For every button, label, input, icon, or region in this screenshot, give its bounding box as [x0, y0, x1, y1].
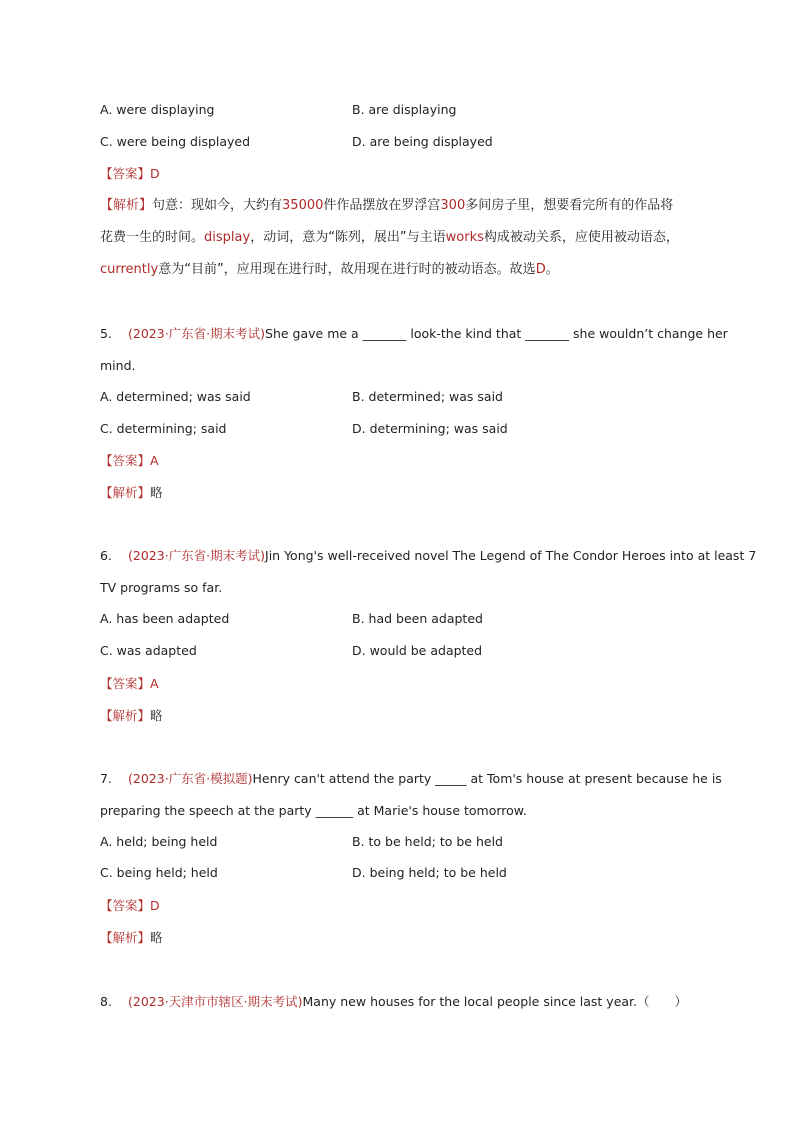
q7-stem-line-1	[100, 770, 722, 788]
q7-answer-line	[100, 897, 160, 915]
question-source: (2023·广东省·期末考试)	[128, 326, 266, 341]
q6-option-c: C. was adapted	[100, 643, 197, 658]
q5-option-b: B. determined; was said	[352, 389, 503, 404]
q7-option-a: A. held; being held	[100, 834, 218, 849]
q5-stem-line-1	[100, 325, 728, 343]
q6-analysis-line	[100, 707, 163, 725]
q5-stem-line-2: mind.	[100, 358, 136, 373]
analysis-text: 句意：现如今，大约有	[152, 198, 283, 213]
analysis-highlight: currently	[100, 262, 159, 277]
analysis-text: 花费一生的时间。	[100, 230, 205, 245]
q6-option-d: D. would be adapted	[352, 643, 483, 658]
answer-value: D	[150, 166, 160, 181]
analysis-tag: 【解析】	[100, 485, 151, 500]
q4-analysis-line-3	[100, 261, 559, 279]
analysis-text: 略	[150, 708, 163, 723]
q6-option-a: A. has been adapted	[100, 611, 230, 626]
q6-option-b: B. had been adapted	[352, 611, 483, 626]
question-source: (2023·广东省·期末考试)	[128, 548, 266, 563]
question-number: 8.	[100, 994, 112, 1009]
q6-stem-line-2: TV programs so far.	[100, 580, 223, 595]
answer-value: D	[150, 898, 160, 913]
question-number: 6.	[100, 548, 112, 563]
analysis-highlight: 300	[440, 198, 466, 213]
analysis-highlight: D	[535, 262, 546, 277]
answer-tag: 【答案】	[100, 166, 151, 181]
answer-tag: 【答案】	[100, 453, 151, 468]
question-stem: She gave me a _______ look-the kind that _______ she wouldn’t change her	[265, 326, 728, 341]
analysis-text: 构成被动关系，应使用被动语态，	[483, 230, 679, 245]
q6-answer-line	[100, 675, 159, 693]
analysis-highlight: display	[204, 230, 251, 245]
answer-tag: 【答案】	[100, 676, 151, 691]
q7-option-c: C. being held; held	[100, 865, 218, 880]
q4-analysis-line-2	[100, 229, 679, 247]
q4-option-b: B. are displaying	[352, 102, 457, 117]
question-source: (2023·广东省·模拟题)	[128, 771, 253, 786]
q4-answer-line	[100, 165, 160, 183]
analysis-tag: 【解析】	[100, 930, 151, 945]
q7-option-b: B. to be held; to be held	[352, 834, 503, 849]
question-number: 7.	[100, 771, 112, 786]
analysis-tag: 【解析】	[100, 708, 151, 723]
analysis-tag: 【解析】	[100, 198, 153, 213]
q4-option-a: A. were displaying	[100, 102, 215, 117]
analysis-text: ，动词，意为“陈列，展出”与主语	[250, 230, 446, 245]
analysis-highlight: 35000	[282, 198, 324, 213]
answer-value: A	[150, 453, 159, 468]
q4-analysis-line-1	[100, 197, 673, 215]
analysis-highlight: works	[445, 230, 484, 245]
answer-tag: 【答案】	[100, 898, 151, 913]
answer-value: A	[150, 676, 159, 691]
q7-option-d: D. being held; to be held	[352, 865, 507, 880]
analysis-text: 略	[150, 930, 163, 945]
analysis-text: 意为“目前”，应用现在进行时，故用现在进行时的被动语态。故选	[158, 262, 536, 277]
q4-option-d: D. are being displayed	[352, 134, 493, 149]
q5-option-a: A. determined; was said	[100, 389, 251, 404]
q4-option-c: C. were being displayed	[100, 134, 251, 149]
question-stem: Jin Yong's well-received novel The Legend of The Condor Heroes into at least 7	[265, 548, 757, 563]
question-stem: Henry can't attend the party _____ at Tom's house at present because he is	[252, 771, 722, 786]
question-stem: Many new houses for the local people since last year.（ ）	[302, 994, 688, 1009]
analysis-text: 多间房子里，想要看完所有的作品将	[465, 198, 674, 213]
q6-stem-line-1	[100, 547, 756, 565]
q5-analysis-line	[100, 484, 163, 502]
q5-option-c: C. determining; said	[100, 421, 227, 436]
q5-option-d: D. determining; was said	[352, 421, 508, 436]
q7-analysis-line	[100, 929, 163, 947]
q8-stem-line-1	[100, 993, 687, 1011]
analysis-text: 。	[545, 262, 559, 277]
question-number: 5.	[100, 326, 112, 341]
q7-stem-line-2: preparing the speech at the party ______ at Marie's house tomorrow.	[100, 803, 527, 818]
question-source: (2023·天津市市辖区·期末考试)	[128, 994, 303, 1009]
analysis-text: 略	[150, 485, 163, 500]
analysis-text: 件作品摆放在罗浮宫	[323, 198, 441, 213]
q5-answer-line	[100, 452, 159, 470]
